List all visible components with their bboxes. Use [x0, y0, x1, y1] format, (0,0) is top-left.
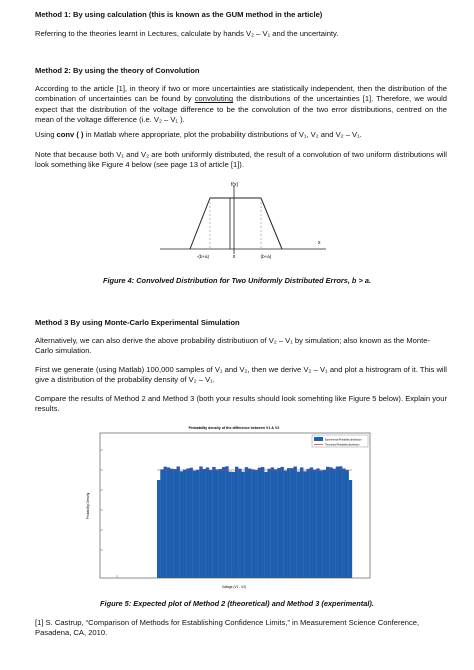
histogram-bar [225, 466, 228, 578]
histogram-bar [157, 480, 160, 578]
histogram-bar [248, 469, 251, 578]
histogram-bar [251, 469, 254, 578]
histogram-bar [281, 467, 284, 578]
figure4-caption: Figure 4: Convolved Distribution for Two Uniformly Distributed Errors, b > a. [102, 276, 372, 285]
histogram-bar [310, 467, 313, 578]
histogram-bar [232, 472, 235, 578]
histogram-bar [290, 468, 293, 578]
figure4-diagram [0, 176, 474, 272]
histogram-bar [216, 469, 219, 578]
histogram-bar [287, 468, 290, 578]
conv-function-code: conv ( ) [56, 130, 84, 139]
histogram-bar [313, 470, 316, 578]
figure5-title: Probability density of the difference between V1 & V2 [188, 426, 280, 430]
figure5-legend [312, 435, 368, 447]
method2-paragraph-2-part-a: Using [35, 130, 57, 139]
method3-paragraph-1: Alternatively, we can also derive the above probability distributiuon of V₂ – V₁ by simulation; also known as the Monte-Carlo simulation. [35, 336, 430, 356]
histogram-bar [346, 470, 349, 578]
histogram-bar [170, 469, 173, 578]
figure4-xlabel: x [318, 240, 321, 246]
convoluting-link[interactable]: convoluting [194, 94, 234, 104]
histogram-bar [264, 472, 267, 578]
method2-paragraph-3: Note that because both V₁ and V₂ are both uniformly distributed, the result of a convolution of two uniform distributions will look something like Figure 4 below (see page 13 of article [1]). [35, 150, 447, 170]
histogram-bar [222, 467, 225, 578]
histogram-bar [277, 468, 280, 578]
histogram-bar [183, 470, 186, 578]
histogram-bar [160, 469, 163, 578]
histogram-bar [326, 467, 329, 578]
histogram-bar [300, 467, 303, 578]
histogram-bar [173, 469, 176, 578]
figure5-histogram [0, 420, 474, 592]
histogram-bar [323, 470, 326, 578]
method2-heading: Method 2: By using the theory of Convolution [35, 66, 200, 75]
reference-entry: [1] S. Castrup, “Comparison of Methods for Establishing Confidence Limits,” in Measurement Science Conference, Pasadena, CA, 2010. [35, 618, 420, 638]
histogram-bar [294, 466, 297, 578]
histogram-bar [167, 467, 170, 578]
histogram-bar [193, 471, 196, 578]
histogram-bar [261, 467, 264, 578]
histogram-bar [203, 469, 206, 578]
histogram-bar [164, 467, 167, 578]
histogram-bar [186, 468, 189, 578]
figure5-bars [157, 466, 352, 578]
histogram-bar [329, 467, 332, 578]
legend-label-theoretical: Theoretical Probability distribution [325, 444, 360, 447]
histogram-bar [303, 471, 306, 578]
method2-paragraph-1-part-a: According to the article [1], in theory if two or more uncertainties are statistically independent, then the distribution of the combination of uncertainties can be found by [35, 84, 447, 104]
histogram-bar [284, 471, 287, 578]
figure5-ylabel: Probability Density [86, 492, 90, 520]
histogram-bar [255, 470, 258, 578]
histogram-bar [336, 467, 339, 578]
method1-heading: Method 1: By using calculation (this is known as the GUM method in the article) [35, 10, 323, 19]
method3-heading: Method 3 By using Monte-Carlo Experimental Simulation [35, 318, 240, 327]
figure4-tick-center: 0 [232, 254, 236, 259]
histogram-bar [229, 472, 232, 578]
histogram-bar [219, 469, 222, 578]
histogram-bar [190, 468, 193, 578]
legend-swatch-experimental [314, 437, 323, 441]
figure4-tick-right: (b+a) [260, 254, 272, 259]
histogram-bar [271, 467, 274, 578]
histogram-bar [206, 467, 209, 578]
histogram-bar [297, 472, 300, 578]
histogram-bar [242, 472, 245, 578]
figure5-caption: Figure 5: Expected plot of Method 2 (theoretical) and Method 3 (experimental). [100, 599, 374, 608]
histogram-bar [209, 470, 212, 578]
histogram-bar [268, 469, 271, 578]
method1-text: Referring to the theories learnt in Lectures, calculate by hands V₂ – V₁ and the uncertainty. [35, 29, 339, 38]
figure4-trapezoid-curve [190, 198, 282, 249]
histogram-bar [245, 467, 248, 578]
histogram-bar [342, 468, 345, 578]
legend-label-experimental: Experimental Probability distribution [325, 439, 362, 442]
histogram-bar [339, 466, 342, 578]
method2-paragraph-1 [35, 84, 447, 126]
histogram-bar [320, 471, 323, 578]
histogram-bar [212, 467, 215, 578]
method3-paragraph-3: Compare the results of Method 2 and Method 3 (both your results should look somehting like Figure 5 below). Explain your results. [35, 394, 447, 414]
histogram-bar [349, 480, 352, 578]
histogram-bar [199, 466, 202, 578]
histogram-bar [177, 466, 180, 578]
histogram-bar [333, 469, 336, 578]
method2-paragraph-1-part-b: the distributions of the uncertainties [1]. Therefore, we would expect that the distribution of the voltage difference to be the convolution of the two error distributions, centred on the mean of the voltage difference (i.e. V₂ – V₁ ). [35, 94, 447, 125]
histogram-bar [307, 469, 310, 578]
method3-paragraph-2: First we generate (using Matlab) 100,000 samples of V₁ and V₂, then we derive V₂ – V₁ and plot a histrogram of it. This will give a distribution of the probability density of V₂ – V₁. [35, 365, 447, 385]
histogram-bar [180, 471, 183, 578]
histogram-bar [235, 467, 238, 578]
figure4-ylabel: f(x) [231, 182, 239, 188]
figure5-xlabel: Voltage (V1 - V2) [221, 585, 247, 589]
method2-paragraph-2 [35, 130, 447, 140]
histogram-bar [274, 469, 277, 578]
histogram-bar [196, 470, 199, 578]
histogram-bar [258, 468, 261, 578]
figure4-tick-left: -(b+a) [196, 254, 210, 259]
histogram-bar [238, 469, 241, 578]
histogram-bar [316, 468, 319, 578]
method2-paragraph-2-part-b: in Matlab where appropriate, plot the probability distributions of V₁, V₂ and V₂ – V₁. [83, 130, 362, 139]
